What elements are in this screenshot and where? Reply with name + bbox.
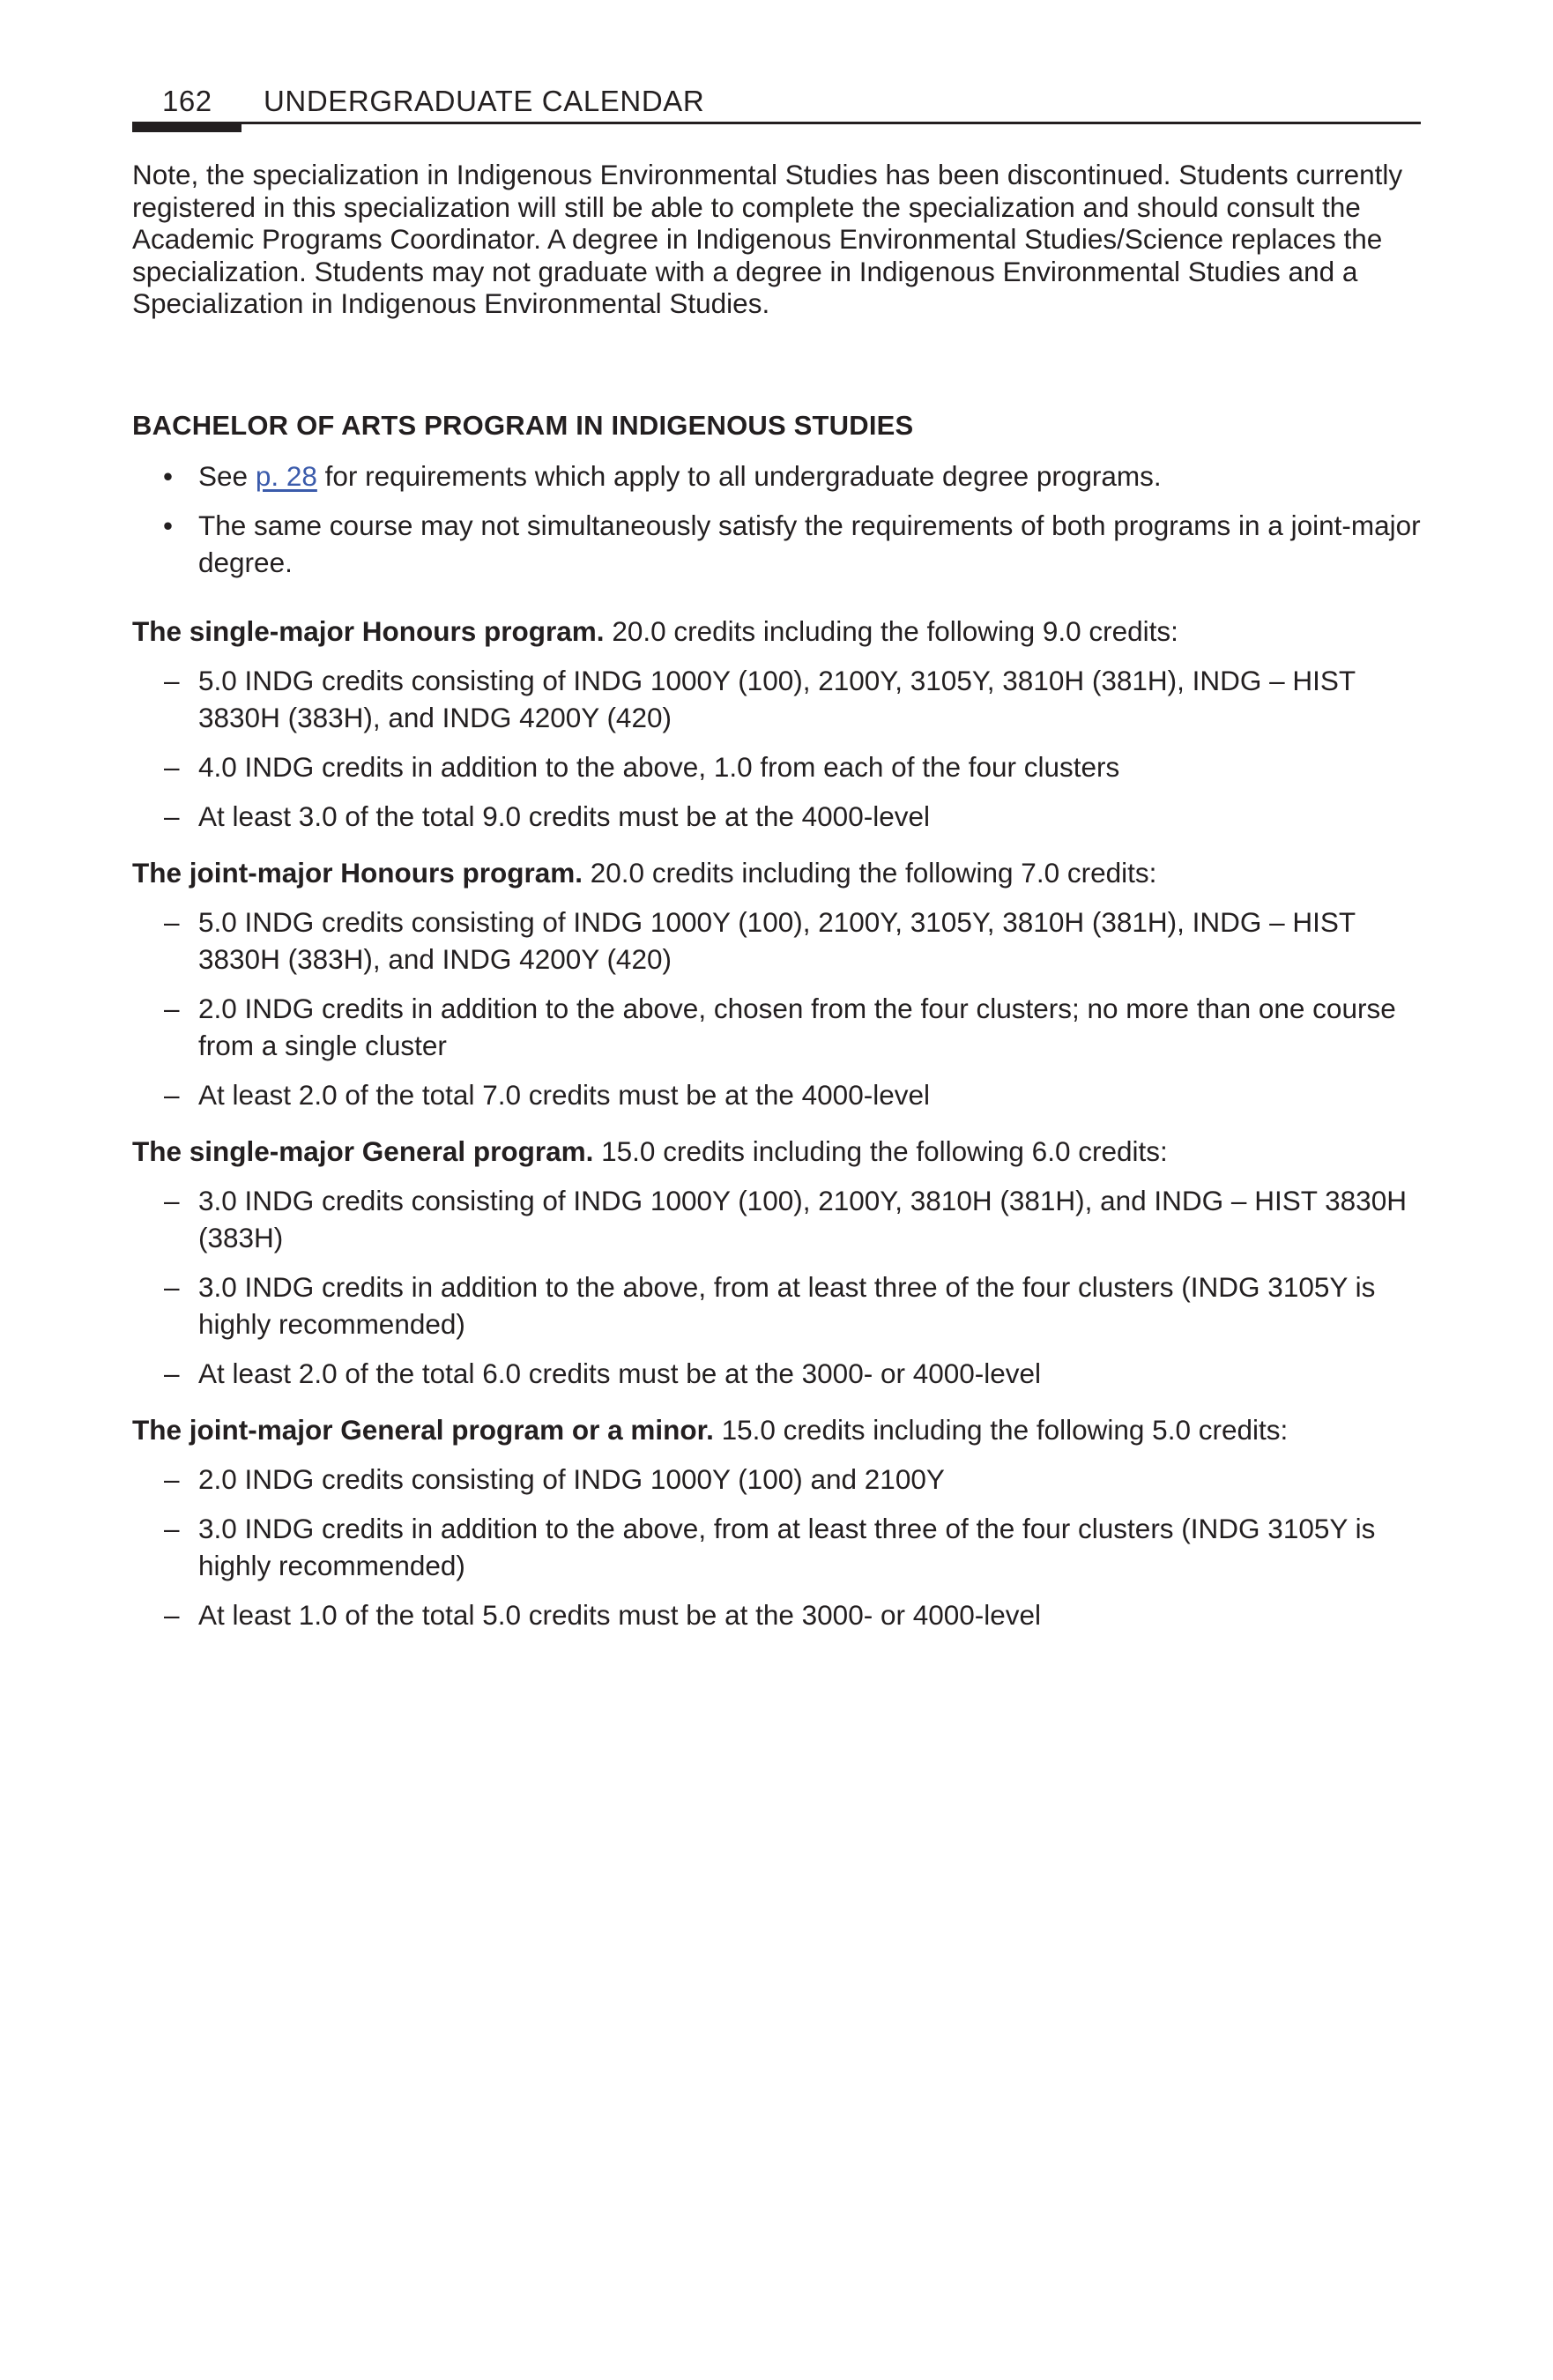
running-head: UNDERGRADUATE CALENDAR bbox=[264, 85, 705, 117]
program-requirements-list bbox=[132, 904, 1421, 1113]
program-single-major-honours bbox=[132, 613, 1421, 835]
bullet-marker: • bbox=[163, 509, 174, 541]
program-summary: 15.0 credits including the following 5.0 credits: bbox=[713, 1413, 1289, 1446]
page-reference-link[interactable]: p. 28 bbox=[255, 459, 317, 492]
header-tab-bar bbox=[132, 122, 241, 132]
program-title: The joint-major Honours program. bbox=[132, 856, 583, 889]
list-item bbox=[132, 798, 1421, 835]
page-header bbox=[132, 81, 1421, 136]
program-requirements-list bbox=[132, 1461, 1421, 1633]
requirement-text: At least 3.0 of the total 9.0 credits must be at the 4000-level bbox=[198, 800, 930, 832]
requirement-text: 3.0 INDG credits consisting of INDG 1000Y (100), 2100Y, 3810H (381H), and INDG – HIST 3830H (383H) bbox=[198, 1184, 1407, 1253]
dash-marker: – bbox=[164, 800, 180, 832]
list-item bbox=[132, 457, 1421, 495]
dash-marker: – bbox=[164, 1462, 180, 1495]
dash-marker: – bbox=[164, 1184, 180, 1216]
program-summary: 20.0 credits including the following 7.0 credits: bbox=[583, 856, 1157, 889]
general-requirements-list bbox=[132, 457, 1421, 581]
requirement-text: 5.0 INDG credits consisting of INDG 1000Y (100), 2100Y, 3105Y, 3810H (381H), INDG – HIST 3830H (383H), and INDG 4200Y (420) bbox=[198, 664, 1356, 733]
requirement-text: 3.0 INDG credits in addition to the above, from at least three of the four clusters (INDG 3105Y is highly recommended) bbox=[198, 1512, 1376, 1581]
program-title: The joint-major General program or a minor. bbox=[132, 1413, 714, 1446]
program-summary: 20.0 credits including the following 9.0 credits: bbox=[604, 614, 1178, 647]
bullet-text-suffix: for requirements which apply to all undergraduate degree programs. bbox=[316, 459, 1162, 492]
program-joint-major-general-or-minor bbox=[132, 1411, 1421, 1633]
list-item bbox=[132, 507, 1421, 581]
header-rule bbox=[132, 122, 1421, 124]
program-heading bbox=[132, 1133, 1421, 1170]
program-title: The single-major General program. bbox=[132, 1134, 594, 1167]
list-item bbox=[132, 990, 1421, 1064]
dash-marker: – bbox=[164, 992, 180, 1024]
program-single-major-general bbox=[132, 1133, 1421, 1392]
program-requirements-list bbox=[132, 1182, 1421, 1392]
dash-marker: – bbox=[164, 905, 180, 938]
list-item bbox=[132, 1182, 1421, 1256]
list-item bbox=[132, 748, 1421, 785]
page-number: 162 bbox=[162, 85, 212, 117]
dash-marker: – bbox=[164, 1357, 180, 1389]
program-summary: 15.0 credits including the following 6.0 credits: bbox=[593, 1134, 1168, 1167]
page-content bbox=[132, 159, 1421, 1646]
requirement-text: 4.0 INDG credits in addition to the above, 1.0 from each of the four clusters bbox=[198, 750, 1120, 783]
dash-marker: – bbox=[164, 1270, 180, 1303]
requirement-text: At least 2.0 of the total 7.0 credits must be at the 4000-level bbox=[198, 1078, 930, 1111]
requirement-text: 2.0 INDG credits in addition to the above, chosen from the four clusters; no more than one course from a single cluster bbox=[198, 992, 1396, 1061]
list-item bbox=[132, 1596, 1421, 1633]
program-heading bbox=[132, 1411, 1421, 1448]
list-item bbox=[132, 1510, 1421, 1584]
requirement-text: At least 2.0 of the total 6.0 credits must be at the 3000- or 4000-level bbox=[198, 1357, 1042, 1389]
bullet-text: The same course may not simultaneously satisfy the requirements of both programs in a joint-major degree. bbox=[198, 509, 1421, 578]
requirement-text: 2.0 INDG credits consisting of INDG 1000Y (100) and 2100Y bbox=[198, 1462, 945, 1495]
program-heading bbox=[132, 854, 1421, 891]
bullet-marker: • bbox=[163, 459, 174, 492]
dash-marker: – bbox=[164, 1512, 180, 1544]
requirement-text: 3.0 INDG credits in addition to the above, from at least three of the four clusters (INDG 3105Y is highly recommended) bbox=[198, 1270, 1376, 1340]
list-item bbox=[132, 1355, 1421, 1392]
list-item bbox=[132, 1268, 1421, 1342]
bullet-text-prefix: See bbox=[198, 459, 256, 492]
program-title: The single-major Honours program. bbox=[132, 614, 605, 647]
list-item bbox=[132, 904, 1421, 978]
dash-marker: – bbox=[164, 750, 180, 783]
dash-marker: – bbox=[164, 664, 180, 696]
discontinued-specialization-note: Note, the specialization in Indigenous Environmental Studies has been discontinued. Students currently registered in this specialization will still be able to complete the specialization and should consult the Academic Programs Coordinator. A degree in Indigenous Environmental Studies/Science replaces the specialization. Students may not graduate with a degree in Indigenous Environmental Studies and a Specialization in Indigenous Environmental Studies. bbox=[132, 159, 1403, 319]
section-heading: BACHELOR OF ARTS PROGRAM IN INDIGENOUS STUDIES bbox=[132, 409, 914, 441]
requirement-text: 5.0 INDG credits consisting of INDG 1000Y (100), 2100Y, 3105Y, 3810H (381H), INDG – HIST 3830H (383H), and INDG 4200Y (420) bbox=[198, 905, 1356, 975]
dash-marker: – bbox=[164, 1598, 180, 1631]
list-item bbox=[132, 1461, 1421, 1498]
list-item bbox=[132, 662, 1421, 736]
requirement-text: At least 1.0 of the total 5.0 credits must be at the 3000- or 4000-level bbox=[198, 1598, 1042, 1631]
program-heading bbox=[132, 613, 1421, 650]
list-item bbox=[132, 1076, 1421, 1113]
program-joint-major-honours bbox=[132, 854, 1421, 1113]
program-requirements-list bbox=[132, 662, 1421, 835]
dash-marker: – bbox=[164, 1078, 180, 1111]
